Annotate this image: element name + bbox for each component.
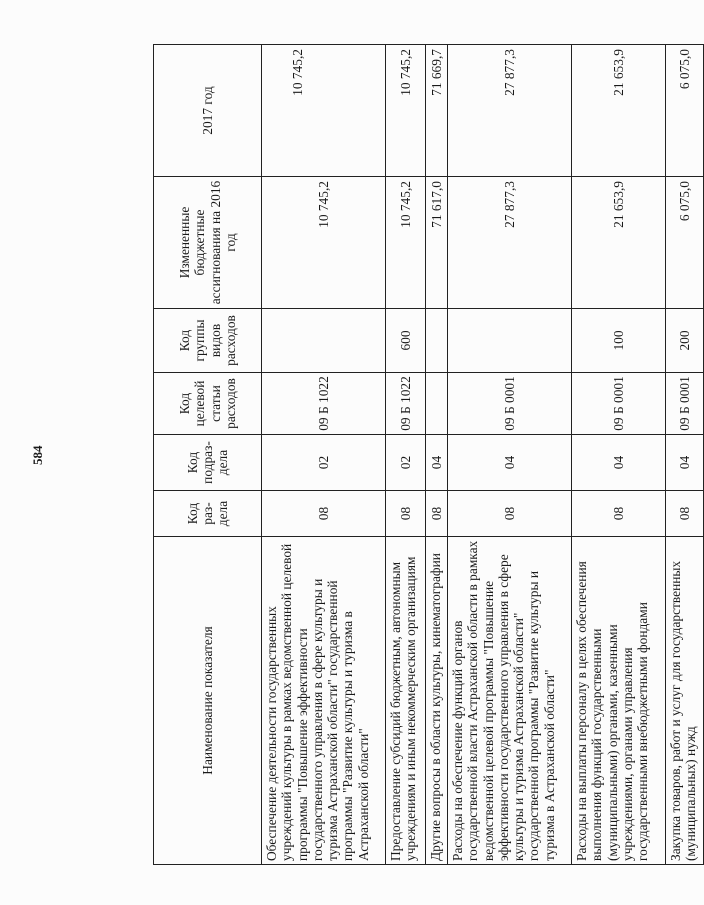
table-row — [262, 45, 386, 865]
cell-name: Расходы на выплаты персоналу в целях обеспечения выполнения функций государственными (муниципальными) органами, казенными учреждениями, органами управления государственными внебюджетными фондами — [572, 537, 666, 865]
cell-2017: 21 653,9 — [572, 45, 666, 177]
cell-statia: 09 Б 0001 — [666, 373, 704, 435]
cell-name: Расходы на обеспечение функций органов государственной власти Астраханской области в рамках ведомственной целевой программы "Повышение эффективности государственного управления в сфере культуры и туризма Астраханской области" государственной программы "Развитие культуры и туризма в Астраханской области" — [448, 537, 572, 865]
cell-2017: 6 075,0 — [666, 45, 704, 177]
cell-razdel: 08 — [666, 491, 704, 537]
cell-razdel: 08 — [262, 491, 386, 537]
header-vid: Код группы видов расходов — [154, 309, 262, 373]
cell-2016: 71 617,0 — [426, 177, 448, 309]
header-statia: Код целевой статьи расходов — [154, 373, 262, 435]
cell-razdel: 08 — [572, 491, 666, 537]
cell-2016: 10 745,2 — [386, 177, 426, 309]
table-row — [448, 45, 572, 865]
header-name: Наименование показателя — [154, 537, 262, 865]
cell-razdel: 08 — [448, 491, 572, 537]
budget-table — [153, 44, 704, 865]
cell-2016: 21 653,9 — [572, 177, 666, 309]
table-row — [666, 45, 704, 865]
cell-podrazdel: 04 — [448, 435, 572, 491]
cell-2017: 27 877,3 — [448, 45, 572, 177]
cell-statia: 09 Б 0001 — [572, 373, 666, 435]
cell-name: Обеспечение деятельности государственных учреждений культуры в рамках ведомственной целевой программы "Повышение эффективности государственного управления в сфере культуры и туризма Астраханской области" государственной программы "Развитие культуры и туризма в Астраханской области" — [262, 537, 386, 865]
cell-name: Закупка товаров, работ и услуг для государственных (муниципальных) нужд — [666, 537, 704, 865]
cell-razdel: 08 — [386, 491, 426, 537]
cell-2017: 10 745,2 — [262, 45, 386, 177]
page-number: 584 — [30, 445, 45, 465]
header-row — [154, 45, 262, 865]
cell-podrazdel: 02 — [386, 435, 426, 491]
cell-podrazdel: 04 — [666, 435, 704, 491]
cell-statia: 09 Б 0001 — [448, 373, 572, 435]
cell-podrazdel: 04 — [572, 435, 666, 491]
header-razdel: Код раз- дела — [154, 491, 262, 537]
cell-vid — [426, 309, 448, 373]
cell-name: Другие вопросы в области культуры, кинематографии — [426, 537, 448, 865]
cell-2016: 27 877,3 — [448, 177, 572, 309]
cell-vid — [262, 309, 386, 373]
cell-vid: 100 — [572, 309, 666, 373]
cell-2016: 6 075,0 — [666, 177, 704, 309]
cell-statia: 09 Б 1022 — [262, 373, 386, 435]
header-2016: Измененные бюджетные ассигнования на 2016 год — [154, 177, 262, 309]
cell-2017: 10 745,2 — [386, 45, 426, 177]
cell-podrazdel: 04 — [426, 435, 448, 491]
rotated-table-container — [153, 45, 699, 865]
table-row — [426, 45, 448, 865]
cell-2017: 71 669,7 — [426, 45, 448, 177]
cell-statia: 09 Б 1022 — [386, 373, 426, 435]
table-row — [386, 45, 426, 865]
cell-2016: 10 745,2 — [262, 177, 386, 309]
cell-vid — [448, 309, 572, 373]
cell-name: Предоставление субсидий бюджетным, автономным учреждениям и иным некоммерческим организациям — [386, 537, 426, 865]
cell-vid: 600 — [386, 309, 426, 373]
cell-vid: 200 — [666, 309, 704, 373]
header-podrazdel: Код подраз- дела — [154, 435, 262, 491]
cell-statia — [426, 373, 448, 435]
cell-podrazdel: 02 — [262, 435, 386, 491]
cell-razdel: 08 — [426, 491, 448, 537]
header-2017: 2017 год — [154, 45, 262, 177]
table-row — [572, 45, 666, 865]
